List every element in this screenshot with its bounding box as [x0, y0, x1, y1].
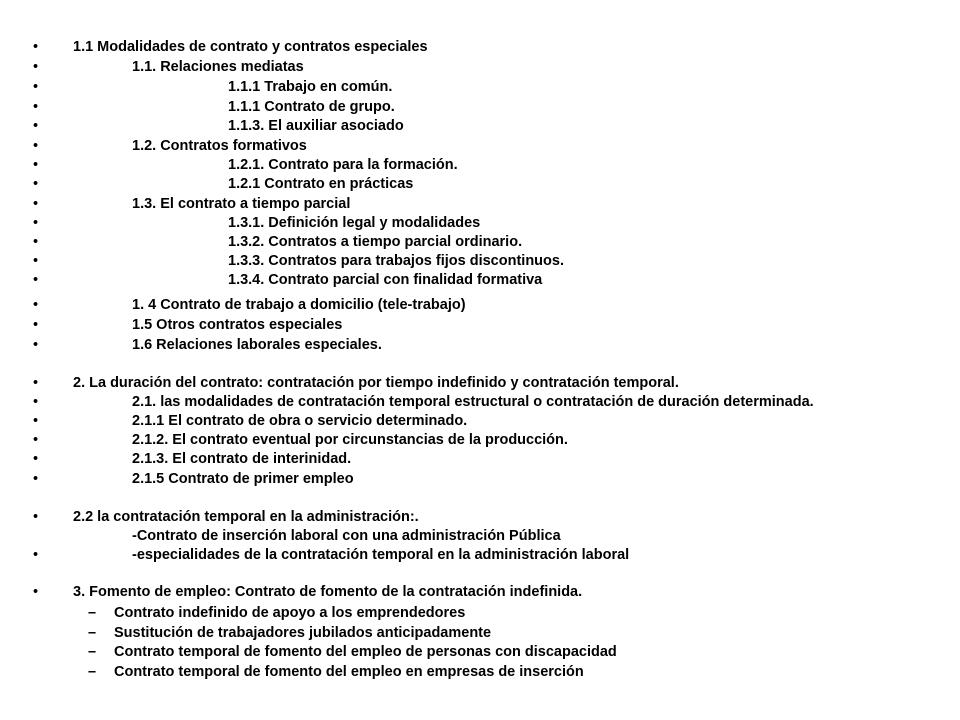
bullet-marker: • — [33, 547, 39, 563]
outline-item-text: 1.5 Otros contratos especiales — [132, 317, 343, 333]
bullet-marker: • — [33, 176, 39, 192]
bullet-marker: • — [33, 118, 39, 134]
outline-item-text: 1.2.1. Contrato para la formación. — [228, 157, 458, 173]
bullet-marker: • — [33, 234, 39, 250]
bullet-marker: • — [33, 317, 39, 333]
outline-item-text: 1. 4 Contrato de trabajo a domicilio (tele-trabajo) — [132, 297, 466, 313]
outline-item-text: 2.1.3. El contrato de interinidad. — [132, 451, 352, 467]
outline-item-text: 2.2 la contratación temporal en la administración:. — [73, 509, 419, 525]
outline-item-text: 2.1.1 El contrato de obra o servicio determinado. — [132, 413, 468, 429]
bullet-marker: • — [33, 196, 39, 212]
outline-item-text: Contrato indefinido de apoyo a los emprendedores — [114, 605, 466, 621]
outline-item-text: 2.1.5 Contrato de primer empleo — [132, 471, 354, 487]
outline-item-text: 1.6 Relaciones laborales especiales. — [132, 337, 382, 353]
bullet-marker: • — [33, 413, 39, 429]
dash-marker: – — [88, 605, 97, 621]
bullet-marker: • — [33, 79, 39, 95]
outline-item-text: Contrato temporal de fomento del empleo en empresas de inserción — [114, 664, 584, 680]
outline-item-text: 1.1 Modalidades de contrato y contratos especiales — [73, 39, 428, 55]
outline-item-text: 2. La duración del contrato: contratación por tiempo indefinido y contratación temporal. — [73, 375, 679, 391]
bullet-marker: • — [33, 157, 39, 173]
outline-item-text: 1.3.3. Contratos para trabajos fijos discontinuos. — [228, 253, 564, 269]
dash-marker: – — [88, 625, 97, 641]
outline-item-text: 1.3.2. Contratos a tiempo parcial ordinario. — [228, 234, 523, 250]
outline-item-text: 2.1.2. El contrato eventual por circunstancias de la producción. — [132, 432, 568, 448]
outline-item-text: 1.3. El contrato a tiempo parcial — [132, 196, 351, 212]
bullet-marker: • — [33, 253, 39, 269]
outline-item-text: 1.1.1 Contrato de grupo. — [228, 99, 395, 115]
bullet-marker: • — [33, 215, 39, 231]
bullet-marker: • — [33, 59, 39, 75]
bullet-marker: • — [33, 451, 39, 467]
outline-item-text: -especialidades de la contratación temporal en la administración laboral — [132, 547, 630, 563]
dash-marker: – — [88, 664, 97, 680]
dash-marker: – — [88, 644, 97, 660]
outline-item-text: 1.2. Contratos formativos — [132, 138, 307, 154]
outline-item-text: 1.3.4. Contrato parcial con finalidad formativa — [228, 272, 543, 288]
outline-item-text: Contrato temporal de fomento del empleo de personas con discapacidad — [114, 644, 617, 660]
bullet-marker: • — [33, 272, 39, 288]
bullet-marker: • — [33, 138, 39, 154]
bullet-marker: • — [33, 584, 39, 600]
outline-item-text: 1.1.1 Trabajo en común. — [228, 79, 393, 95]
outline-item-text: 3. Fomento de empleo: Contrato de fomento de la contratación indefinida. — [73, 584, 583, 600]
bullet-marker: • — [33, 99, 39, 115]
outline-item-text: 1.1.3. El auxiliar asociado — [228, 118, 404, 134]
outline-item-text: 2.1. las modalidades de contratación temporal estructural o contratación de duración determinada. — [132, 394, 814, 410]
outline-item-text: 1.2.1 Contrato en prácticas — [228, 176, 414, 192]
bullet-marker: • — [33, 394, 39, 410]
outline-item-text: 1.1. Relaciones mediatas — [132, 59, 304, 75]
bullet-marker: • — [33, 39, 39, 55]
bullet-marker: • — [33, 297, 39, 313]
bullet-marker: • — [33, 509, 39, 525]
bullet-marker: • — [33, 375, 39, 391]
outline-item-text: Sustitución de trabajadores jubilados anticipadamente — [114, 625, 492, 641]
outline-item-text: -Contrato de inserción laboral con una administración Pública — [132, 528, 561, 544]
outline-item-text: 1.3.1. Definición legal y modalidades — [228, 215, 481, 231]
bullet-marker: • — [33, 471, 39, 487]
bullet-marker: • — [33, 432, 39, 448]
bullet-marker: • — [33, 337, 39, 353]
